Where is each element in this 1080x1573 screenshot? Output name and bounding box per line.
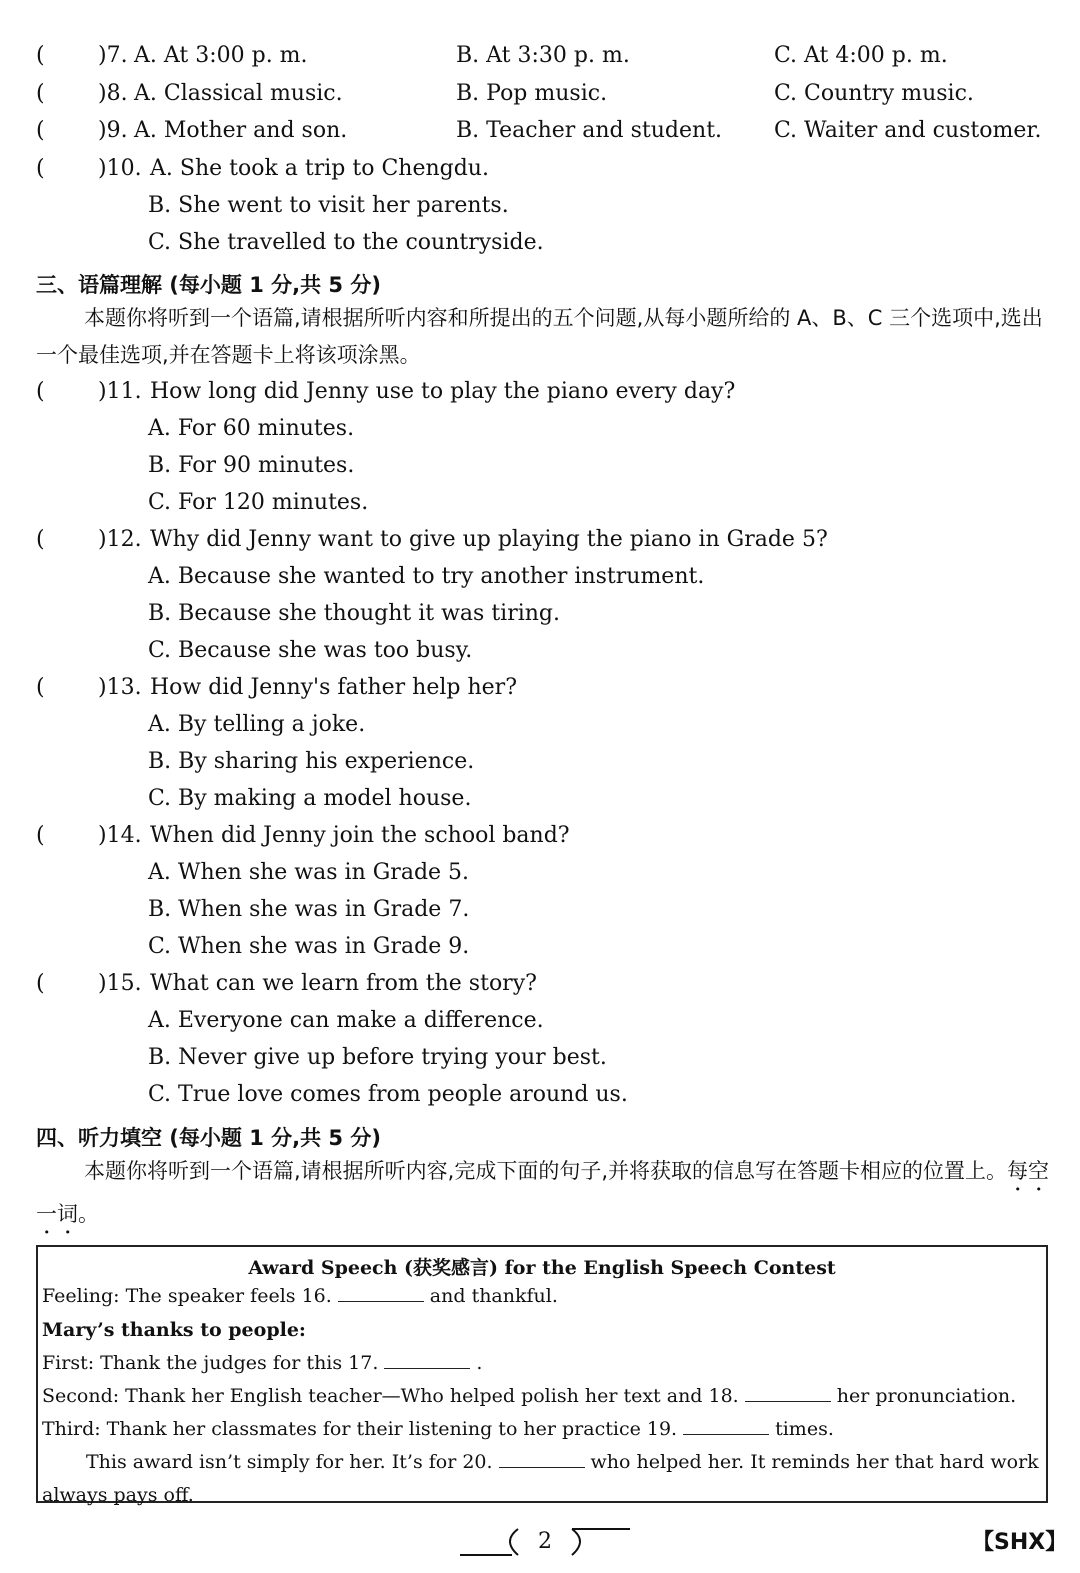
answer-paren: (: [36, 81, 45, 106]
question-text: When did Jenny join the school band?: [150, 823, 570, 848]
question-text: How did Jenny's father help her?: [150, 675, 517, 700]
option-a: A. Classical music.: [134, 81, 343, 106]
option-b: B. When she was in Grade 7.: [148, 897, 470, 922]
second-line: [42, 1385, 1016, 1407]
feeling-line: [42, 1285, 558, 1307]
second-text: Second: Thank her English teacher—Who helped polish her text and 18.: [42, 1385, 739, 1407]
option-a: A. For 60 minutes.: [148, 416, 355, 441]
closing-text: This award isn’t simply for her. It’s for 20.: [86, 1451, 493, 1473]
instruction-text: 本题你将听到一个语篇,请根据所听内容,完成下面的句子,并将获取的信息写在答题卡相应的位置上。: [84, 1159, 1008, 1183]
first-text: First: Thank the judges for this 17.: [42, 1352, 379, 1374]
question-number: )13.: [98, 675, 142, 700]
answer-paren: (: [36, 118, 45, 143]
option-a: A. Because she wanted to try another instrument.: [148, 564, 705, 589]
option-b: B. Never give up before trying your best.: [148, 1045, 607, 1070]
option-a: A. By telling a joke.: [148, 712, 366, 737]
answer-paren: (: [36, 823, 45, 848]
question-number: )11.: [98, 379, 142, 404]
blank-16[interactable]: [338, 1285, 424, 1302]
answer-paren: (: [36, 971, 45, 996]
blank-19[interactable]: [683, 1418, 769, 1435]
question-number: )7.: [98, 43, 128, 68]
option-b: B. For 90 minutes.: [148, 453, 355, 478]
question-text: Why did Jenny want to give up playing the piano in Grade 5?: [150, 527, 828, 552]
question-number: )14.: [98, 823, 142, 848]
page-number-mark: [460, 1525, 630, 1557]
option-c: C. She travelled to the countryside.: [148, 230, 544, 255]
option-c: C. Country music.: [774, 81, 974, 106]
section-3-instruction: 本题你将听到一个语篇,请根据所听内容和所提出的五个问题,从每小题所给的 A、B、C 三个选项中,选出一个最佳选项,并在答题卡上将该项涂黑。: [36, 306, 1043, 367]
second-text-end: her pronunciation.: [836, 1385, 1017, 1407]
blank-20[interactable]: [499, 1451, 585, 1468]
question-number: )9.: [98, 118, 128, 143]
third-line: [42, 1418, 834, 1440]
question-number: )12.: [98, 527, 142, 552]
first-text-end: .: [476, 1352, 483, 1374]
option-b: B. At 3:30 p. m.: [456, 43, 630, 68]
option-b: B. She went to visit her parents.: [148, 193, 509, 218]
blank-18[interactable]: [745, 1385, 831, 1402]
answer-paren: (: [36, 379, 45, 404]
question-text: How long did Jenny use to play the piano every day?: [150, 379, 736, 404]
answer-paren: (: [36, 675, 45, 700]
option-c: C. True love comes from people around us.: [148, 1082, 628, 1107]
feeling-text-end: and thankful.: [429, 1285, 558, 1307]
option-a: A. Mother and son.: [134, 118, 348, 143]
section-4-heading: 四、听力填空 (每小题 1 分,共 5 分): [36, 1126, 381, 1150]
option-a: A. Everyone can make a difference.: [148, 1008, 544, 1033]
option-a: A. She took a trip to Chengdu.: [150, 156, 489, 181]
answer-paren: (: [36, 156, 45, 181]
closing-text-end: who helped her. It reminds her that hard work: [590, 1451, 1039, 1473]
third-text: Third: Thank her classmates for their listening to her practice 19.: [42, 1418, 678, 1440]
emphasized-text: 每空一词: [36, 1159, 1050, 1226]
feeling-text: Feeling: The speaker feels 16.: [42, 1285, 332, 1307]
option-b: B. By sharing his experience.: [148, 749, 475, 774]
question-text: What can we learn from the story?: [150, 971, 537, 996]
section-4-instruction: [36, 1153, 1056, 1239]
option-c: C. At 4:00 p. m.: [774, 43, 948, 68]
instruction-end: 。: [78, 1202, 99, 1226]
option-b: B. Because she thought it was tiring.: [148, 601, 561, 626]
question-number: )8.: [98, 81, 128, 106]
answer-paren: (: [36, 527, 45, 552]
question-number: )15.: [98, 971, 142, 996]
box-title: Award Speech (获奖感言) for the English Speech Contest: [248, 1257, 836, 1279]
section-3-heading: 三、语篇理解 (每小题 1 分,共 5 分): [36, 273, 381, 297]
blank-17[interactable]: [384, 1352, 470, 1369]
option-c: C. Because she was too busy.: [148, 638, 473, 663]
option-c: C. Waiter and customer.: [774, 118, 1042, 143]
school-code: 【SHX】: [972, 1530, 1068, 1555]
first-line: [42, 1352, 482, 1374]
option-a: A. At 3:00 p. m.: [134, 43, 308, 68]
thanks-heading: Mary’s thanks to people:: [42, 1319, 306, 1341]
option-a: A. When she was in Grade 5.: [148, 860, 470, 885]
question-number: )10.: [98, 156, 142, 181]
option-b: B. Pop music.: [456, 81, 608, 106]
option-c: C. When she was in Grade 9.: [148, 934, 470, 959]
option-b: B. Teacher and student.: [456, 118, 723, 143]
third-text-end: times.: [775, 1418, 834, 1440]
option-c: C. By making a model house.: [148, 786, 472, 811]
answer-paren: (: [36, 43, 45, 68]
option-c: C. For 120 minutes.: [148, 490, 369, 515]
closing-line: [86, 1451, 1039, 1473]
closing-line-end: always pays off.: [42, 1484, 194, 1506]
award-speech-box: [36, 1245, 1048, 1506]
page-number: 2: [538, 1529, 552, 1554]
